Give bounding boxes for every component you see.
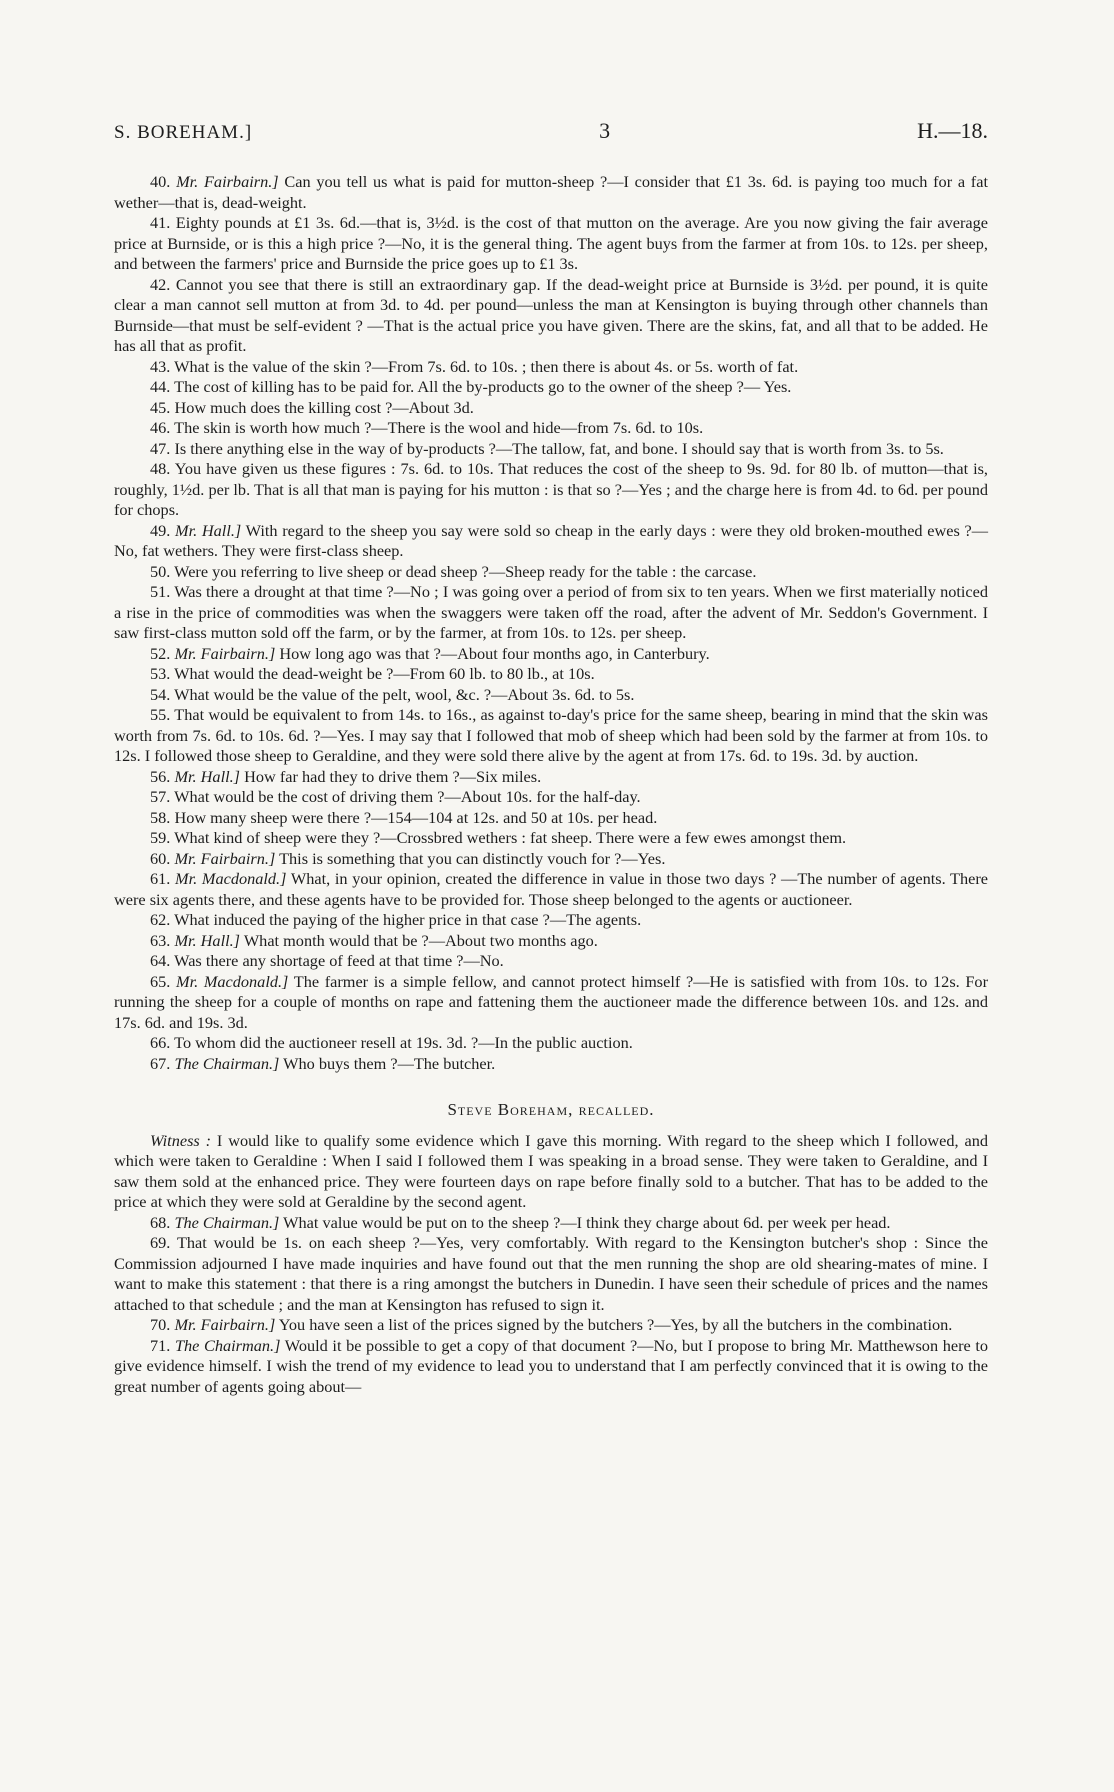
question-number: 48. — [150, 459, 171, 478]
question-text: You have seen a list of the prices signed by the butchers ?—Yes, by all the butchers in the combination. — [278, 1315, 953, 1334]
witness-label: Witness : — [150, 1130, 212, 1150]
question-paragraph — [114, 1315, 988, 1336]
speaker-name: The Chairman.] — [174, 1335, 281, 1355]
question-text: What would be the cost of driving them ?—About 10s. for the half-day. — [174, 787, 641, 806]
question-text: Eighty pounds at £1 3s. 6d.—that is, 3½d. is the cost of that mutton on the average. Are you now giving the fair average price at Burnside, or is this a high price ?—No, it is the general thing. The agent buys from the farmer at from 10s. to 12s. per sheep, and between the farmers' price and Burnside the price goes up to £1 3s. — [114, 213, 989, 273]
question-paragraph — [114, 398, 988, 419]
question-paragraph — [114, 439, 988, 460]
question-text: Who buys them ?—The butcher. — [283, 1053, 496, 1073]
question-text: Was there a drought at that time ?—No ; I was going over a period of from six to ten years. When we first materially noticed a rise in the price of commodities was when the swaggers were taken off the road, after the advent of Mr. Seddon's Government. I saw first-class mutton sold off the farm, or by the farmer, at from 10s. to 12s. per sheep. — [114, 582, 988, 642]
question-paragraph — [114, 910, 988, 931]
question-text: That would be equivalent to from 14s. to 16s., as against to-day's price for the same sheep, bearing in mind that the skin was worth from 7s. 6d. to 10s. 6d. ?—Yes. I may say that I followed that mob of sheep which had been sold by the farmer at from 10s. to 12s. I followed those sheep to Geraldine, and they were sold there alive by the agent at from 17s. 6d. to 19s. 3d. by auction. — [114, 705, 988, 765]
question-number: 43. — [150, 356, 171, 376]
document-reference: H.—18. — [917, 118, 988, 143]
question-number: 50. — [150, 561, 171, 581]
question-text: The skin is worth how much ?—There is the wool and hide—from 7s. 6d. to 10s. — [174, 418, 704, 437]
question-paragraph — [114, 767, 988, 788]
question-text: To whom did the auctioneer resell at 19s. 3d. ?—In the public auction. — [174, 1033, 633, 1052]
question-text: What would the dead-weight be ?—From 60 lb. to 80 lb., at 10s. — [174, 664, 595, 683]
question-text: What kind of sheep were they ?—Crossbred wethers : fat sheep. There were a few ewes amongst them. — [174, 828, 847, 847]
question-text: How long ago was that ?—About four months ago, in Canterbury. — [279, 643, 710, 663]
question-paragraph — [114, 275, 988, 357]
question-text: You have given us these figures : 7s. 6d. to 10s. That reduces the cost of the sheep to 9s. 9d. for 80 lb. of mutton—that is, roughly, 1½d. per lb. That is all that man is paying for his mutton : is that so ?—Yes ; and the charge here is from 4d. to 6d. per pound for chops. — [114, 459, 988, 519]
question-text: How much does the killing cost ?—About 3d. — [174, 397, 474, 417]
question-paragraph — [114, 685, 988, 706]
question-paragraph — [114, 1033, 988, 1054]
question-number: 59. — [150, 828, 171, 847]
question-number: 57. — [150, 787, 171, 806]
document-page — [114, 118, 988, 1397]
question-number: 51. — [150, 582, 171, 601]
question-paragraph — [114, 828, 988, 849]
question-paragraph — [114, 664, 988, 685]
speaker-name: Mr. Fairbairn.] — [174, 848, 276, 868]
question-text: Was there any shortage of feed at that time ?—No. — [174, 951, 504, 970]
speaker-name: Mr. Fairbairn.] — [176, 172, 279, 191]
witness-statement — [114, 1131, 988, 1213]
question-paragraph — [114, 787, 988, 808]
question-text: What induced the paying of the higher price in that case ?—The agents. — [174, 910, 642, 929]
section-heading: Steve Boreham, recalled. — [447, 1100, 655, 1119]
speaker-name: Mr. Hall.] — [174, 930, 241, 950]
question-number: 70. — [150, 1315, 171, 1334]
speaker-name: Mr. Fairbairn.] — [174, 643, 276, 663]
question-number: 68. — [150, 1212, 171, 1232]
question-number: 58. — [150, 807, 171, 827]
question-number: 56. — [150, 766, 171, 786]
question-text: Would it be possible to get a copy of that document ?—No, but I propose to bring Mr. Matthewson here to give evidence himself. I wish the trend of my evidence to lead you to understand that I am perfectly convinced that it is owing to the great number of agents going about— — [114, 1335, 988, 1396]
question-text: Cannot you see that there is still an extraordinary gap. If the dead-weight price at Burnside is 3½d. per pound, it is quite clear a man cannot sell mutton at from 3d. to 4d. per pound—unless the man at Kensington is buying through other channels than Burnside—that must be self-evident ? —That is the actual price you have given. There are the skins, fat, and all that to be added. He has all that as profit. — [114, 274, 988, 355]
question-paragraph — [114, 357, 988, 378]
question-number: 42. — [150, 274, 171, 294]
question-number: 47. — [150, 438, 171, 458]
question-number: 69. — [150, 1233, 171, 1252]
question-text: What month would that be ?—About two months ago. — [243, 930, 598, 950]
question-number: 63. — [150, 930, 171, 950]
question-number: 52. — [150, 643, 171, 663]
question-paragraph — [114, 418, 988, 439]
question-paragraph — [114, 172, 988, 213]
question-number: 55. — [150, 705, 171, 724]
question-number: 40. — [150, 172, 171, 191]
question-paragraph — [114, 1336, 988, 1398]
testimony-block-2 — [114, 1213, 988, 1398]
question-paragraph — [114, 1233, 988, 1315]
question-text: What is the value of the skin ?—From 7s. 6d. to 10s. ; then there is about 4s. or 5s. worth of fat. — [174, 356, 799, 376]
question-paragraph — [114, 1213, 988, 1234]
question-text: How many sheep were there ?—154—104 at 12s. and 50 at 10s. per head. — [174, 807, 658, 827]
speaker-name: Mr. Fairbairn.] — [174, 1315, 276, 1334]
speaker-name: Mr. Macdonald.] — [175, 869, 287, 888]
speaker-name: Mr. Hall.] — [174, 766, 241, 786]
question-number: 64. — [150, 951, 171, 970]
question-paragraph — [114, 931, 988, 952]
question-number: 46. — [150, 418, 171, 437]
speaker-name: Mr. Macdonald.] — [176, 971, 289, 991]
question-paragraph — [114, 644, 988, 665]
speaker-name: The Chairman.] — [174, 1053, 280, 1073]
question-text: The cost of killing has to be paid for. All the by-products go to the owner of the sheep ?— Yes. — [174, 377, 792, 396]
page-header — [114, 118, 988, 144]
document-body — [114, 172, 988, 1397]
question-text: That would be 1s. on each sheep ?—Yes, very comfortably. With regard to the Kensington butcher's shop : Since the Commission adjourned I have made inquiries and have found out that the men running the shop are old shearing-mates of mine. I want to make this statement : that there is a ring amongst the butchers in Dunedin. I have seen their schedule of prices and the names attached to that schedule ; and the man at Kensington has refused to sign it. — [114, 1233, 989, 1314]
question-paragraph — [114, 213, 988, 275]
question-text: With regard to the sheep you say were sold so cheap in the early days : were they old broken-mouthed ewes ?—No, fat wethers. They were first-class sheep. — [114, 520, 988, 560]
question-number: 44. — [150, 377, 171, 396]
question-number: 49. — [150, 520, 171, 540]
question-text: What value would be put on to the sheep ?—I think they charge about 6d. per week per head. — [283, 1212, 891, 1232]
question-text: What, in your opinion, created the difference in value in those two days ? —The number of agents. There were six agents there, and these agents have to be provided for. Those sheep belonged to the agents or auctioneer. — [114, 869, 989, 909]
question-number: 53. — [150, 664, 171, 683]
question-number: 66. — [150, 1033, 171, 1052]
question-paragraph — [114, 705, 988, 767]
question-text: Is there anything else in the way of by-products ?—The tallow, fat, and bone. I should say that is worth from 3s. to 5s. — [174, 438, 944, 458]
question-paragraph — [114, 562, 988, 583]
question-text: What would be the value of the pelt, wool, &c. ?—About 3s. 6d. to 5s. — [174, 684, 635, 704]
witness-text: I would like to qualify some evidence which I gave this morning. With regard to the sheep which I followed, and which were taken to Geraldine : When I said I followed them I was speaking in a broad sense. They were taken to Geraldine, and I saw them sold at the enhanced price. They were fourteen days on rape before finally sold to a butcher. That has to be added to the price at which they were sold at Geraldine by the second agent. — [114, 1130, 988, 1211]
question-text: Can you tell us what is paid for mutton-sheep ?—I consider that £1 3s. 6d. is paying too much for a fat wether—that is, dead-weight. — [114, 172, 988, 212]
question-number: 67. — [150, 1053, 171, 1073]
question-paragraph — [114, 459, 988, 521]
speaker-name: The Chairman.] — [174, 1212, 280, 1232]
question-text: The farmer is a simple fellow, and cannot protect himself ?—He is satisfied with from 10s. to 12s. For running the sheep for a couple of months on rape and fattening them the auctioneer made the difference between 10s. and 12s. and 17s. 6d. and 19s. 3d. — [114, 971, 988, 1032]
question-number: 71. — [150, 1335, 171, 1355]
question-number: 45. — [150, 397, 171, 417]
question-paragraph — [114, 869, 988, 910]
question-paragraph — [114, 951, 988, 972]
question-paragraph — [114, 808, 988, 829]
header-witness-name: S. BOREHAM.] — [114, 122, 253, 143]
question-paragraph — [114, 1054, 988, 1075]
testimony-block-1 — [114, 172, 988, 1074]
question-paragraph — [114, 972, 988, 1034]
question-number: 60. — [150, 848, 171, 868]
question-number: 61. — [150, 869, 171, 888]
question-number: 41. — [150, 213, 171, 232]
question-number: 65. — [150, 971, 171, 991]
question-paragraph — [114, 582, 988, 644]
question-text: Were you referring to live sheep or dead sheep ?—Sheep ready for the table : the carcase. — [174, 561, 757, 581]
question-text: This is something that you can distinctly vouch for ?—Yes. — [279, 848, 666, 868]
question-paragraph — [114, 849, 988, 870]
question-paragraph — [114, 377, 988, 398]
speaker-name: Mr. Hall.] — [175, 520, 242, 540]
question-number: 54. — [150, 684, 171, 704]
page-number: 3 — [599, 118, 611, 143]
question-number: 62. — [150, 910, 171, 929]
question-paragraph — [114, 521, 988, 562]
question-text: How far had they to drive them ?—Six miles. — [244, 766, 542, 786]
